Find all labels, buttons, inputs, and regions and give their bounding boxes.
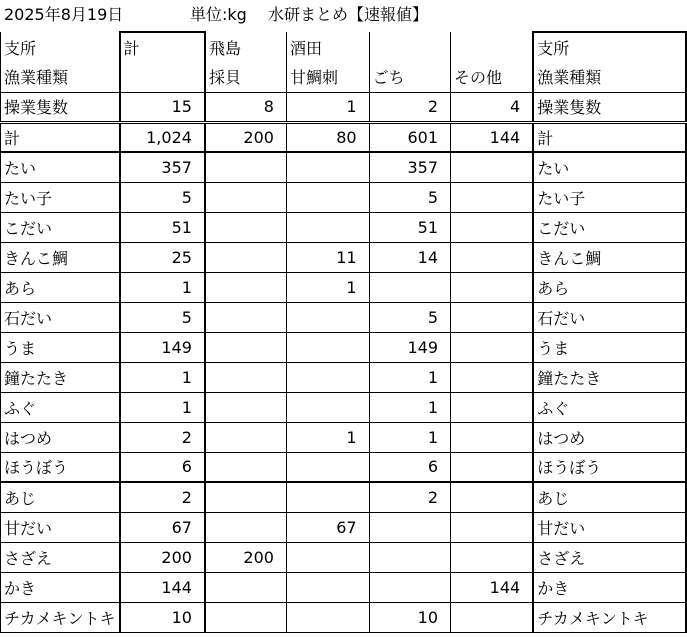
table-cell xyxy=(451,512,534,542)
table-cell: かき xyxy=(533,572,686,602)
table-cell xyxy=(205,602,287,632)
table-cell xyxy=(286,332,369,362)
table-row xyxy=(1,392,687,422)
table-cell: あじ xyxy=(533,482,686,512)
table-cell: ふぐ xyxy=(1,392,120,422)
table-cell xyxy=(205,392,287,422)
table-cell: 操業隻数 xyxy=(533,92,686,122)
table-row xyxy=(1,242,687,272)
table-cell: うま xyxy=(1,332,120,362)
table-cell xyxy=(451,212,534,242)
table-cell: きんこ鯛 xyxy=(1,242,120,272)
table-cell: 2 xyxy=(120,482,205,512)
table-cell xyxy=(451,272,534,302)
table-cell: 計 xyxy=(533,122,686,152)
report-title: 水研まとめ【速報値】 xyxy=(268,5,429,24)
table-cell: 1 xyxy=(369,392,450,422)
table-cell xyxy=(205,332,287,362)
table-row xyxy=(1,482,687,512)
table-cell: ふぐ xyxy=(533,392,686,422)
table-cell xyxy=(369,32,450,62)
table-cell: 8 xyxy=(205,92,287,122)
table-cell xyxy=(286,392,369,422)
table-cell: 飛島 xyxy=(205,32,287,62)
table-cell: 10 xyxy=(369,602,450,632)
table-cell: 漁業種類 xyxy=(1,62,120,92)
table-cell: 5 xyxy=(120,182,205,212)
report-date: 2025年8月19日 xyxy=(4,5,124,24)
table-cell xyxy=(205,212,287,242)
table-cell xyxy=(205,452,287,482)
table-row xyxy=(1,62,687,92)
table-row xyxy=(1,182,687,212)
table-cell: チカメキントキ xyxy=(533,602,686,632)
table-cell: うま xyxy=(533,332,686,362)
table-cell: 5 xyxy=(369,302,450,332)
table-cell: 2 xyxy=(369,92,450,122)
table-cell xyxy=(451,302,534,332)
table-row xyxy=(1,602,687,632)
table-cell: 1 xyxy=(369,362,450,392)
table-cell xyxy=(205,512,287,542)
table-cell xyxy=(120,62,205,92)
table-cell: 1 xyxy=(120,362,205,392)
table-cell xyxy=(205,152,287,182)
table-cell xyxy=(451,542,534,572)
table-row xyxy=(1,512,687,542)
table-cell: 操業隻数 xyxy=(1,92,120,122)
table-cell: さざえ xyxy=(1,542,120,572)
table-cell: 51 xyxy=(369,212,450,242)
table-cell: 支所 xyxy=(1,32,120,62)
table-cell xyxy=(286,302,369,332)
table-cell xyxy=(451,152,534,182)
table-cell: 6 xyxy=(120,452,205,482)
table-row xyxy=(1,362,687,392)
table-cell: きんこ鯛 xyxy=(533,242,686,272)
table-cell xyxy=(205,302,287,332)
table-cell xyxy=(451,242,534,272)
table-cell: その他 xyxy=(451,62,534,92)
table-cell: 80 xyxy=(286,122,369,152)
table-cell xyxy=(451,602,534,632)
table-row xyxy=(1,152,687,182)
table-cell: 酒田 xyxy=(286,32,369,62)
table-cell xyxy=(205,572,287,602)
table-cell: ほうぼう xyxy=(1,452,120,482)
table-cell xyxy=(451,32,534,62)
table-cell: あら xyxy=(1,272,120,302)
table-cell xyxy=(286,182,369,212)
table-row xyxy=(1,212,687,242)
table-cell xyxy=(205,182,287,212)
table-row xyxy=(1,452,687,482)
table-cell xyxy=(286,152,369,182)
table-cell: 1 xyxy=(369,422,450,452)
table-row xyxy=(1,302,687,332)
table-cell xyxy=(369,272,450,302)
table-cell xyxy=(451,482,534,512)
table-cell xyxy=(205,242,287,272)
table-cell: 144 xyxy=(120,572,205,602)
table-cell xyxy=(205,482,287,512)
table-cell: 25 xyxy=(120,242,205,272)
table-cell: 2 xyxy=(120,422,205,452)
table-cell: 1 xyxy=(286,422,369,452)
table-cell: 200 xyxy=(205,122,287,152)
table-row xyxy=(1,32,687,62)
table-cell: こだい xyxy=(533,212,686,242)
table-cell: 67 xyxy=(120,512,205,542)
table-cell xyxy=(451,452,534,482)
table-cell: はつめ xyxy=(1,422,120,452)
table-cell: 計 xyxy=(120,32,205,62)
table-cell: ほうぼう xyxy=(533,452,686,482)
table-cell xyxy=(286,212,369,242)
table-row xyxy=(1,122,687,152)
table-cell: 採貝 xyxy=(205,62,287,92)
table-cell: 144 xyxy=(451,122,534,152)
table-cell: 200 xyxy=(120,542,205,572)
table-cell: 計 xyxy=(1,122,120,152)
table-cell xyxy=(369,542,450,572)
table-cell: 51 xyxy=(120,212,205,242)
unit-label: 単位:kg xyxy=(190,5,247,24)
table-cell: たい子 xyxy=(1,182,120,212)
table-cell: 15 xyxy=(120,92,205,122)
table-cell: 144 xyxy=(451,572,534,602)
table-cell: 鐘たたき xyxy=(1,362,120,392)
table-row xyxy=(1,272,687,302)
table-cell: 2 xyxy=(369,482,450,512)
table-cell xyxy=(451,392,534,422)
table-cell xyxy=(205,422,287,452)
table-cell xyxy=(205,362,287,392)
catch-table xyxy=(0,31,687,633)
table-cell: 4 xyxy=(451,92,534,122)
table-cell: 10 xyxy=(120,602,205,632)
table-cell xyxy=(286,572,369,602)
table-cell xyxy=(286,362,369,392)
table-cell: かき xyxy=(1,572,120,602)
table-cell: 甘鯛刺 xyxy=(286,62,369,92)
table-cell: 1,024 xyxy=(120,122,205,152)
table-row xyxy=(1,572,687,602)
table-cell: こだい xyxy=(1,212,120,242)
table-cell: はつめ xyxy=(533,422,686,452)
table-cell xyxy=(451,422,534,452)
table-cell: 14 xyxy=(369,242,450,272)
table-cell xyxy=(286,452,369,482)
table-cell xyxy=(205,272,287,302)
table-row xyxy=(1,92,687,122)
table-cell: 601 xyxy=(369,122,450,152)
table-cell: 1 xyxy=(286,92,369,122)
table-cell: たい xyxy=(1,152,120,182)
table-cell: 5 xyxy=(120,302,205,332)
table-cell: 200 xyxy=(205,542,287,572)
table-cell: 漁業種類 xyxy=(533,62,686,92)
table-cell: あら xyxy=(533,272,686,302)
table-cell xyxy=(451,362,534,392)
table-cell: 支所 xyxy=(533,32,686,62)
table-cell: 357 xyxy=(120,152,205,182)
table-cell xyxy=(286,602,369,632)
table-row xyxy=(1,422,687,452)
table-cell xyxy=(451,332,534,362)
table-cell: 石だい xyxy=(1,302,120,332)
table-cell: たい子 xyxy=(533,182,686,212)
table-cell: ごち xyxy=(369,62,450,92)
table-cell: 11 xyxy=(286,242,369,272)
table-cell: 石だい xyxy=(533,302,686,332)
table-cell: さざえ xyxy=(533,542,686,572)
table-cell xyxy=(369,572,450,602)
table-cell: 1 xyxy=(120,392,205,422)
table-cell: 5 xyxy=(369,182,450,212)
table-cell: 357 xyxy=(369,152,450,182)
table-cell: 鐘たたき xyxy=(533,362,686,392)
table-cell xyxy=(286,482,369,512)
table-cell: たい xyxy=(533,152,686,182)
table-cell: 甘だい xyxy=(1,512,120,542)
table-cell: 甘だい xyxy=(533,512,686,542)
table-cell xyxy=(451,182,534,212)
table-cell xyxy=(286,542,369,572)
table-cell: チカメキントキ xyxy=(1,602,120,632)
table-cell: 1 xyxy=(286,272,369,302)
table-cell: 1 xyxy=(120,272,205,302)
table-cell xyxy=(369,512,450,542)
table-cell: 67 xyxy=(286,512,369,542)
table-cell: 149 xyxy=(369,332,450,362)
table-cell: 149 xyxy=(120,332,205,362)
table-row xyxy=(1,542,687,572)
table-row xyxy=(1,332,687,362)
table-cell: 6 xyxy=(369,452,450,482)
table-cell: あじ xyxy=(1,482,120,512)
